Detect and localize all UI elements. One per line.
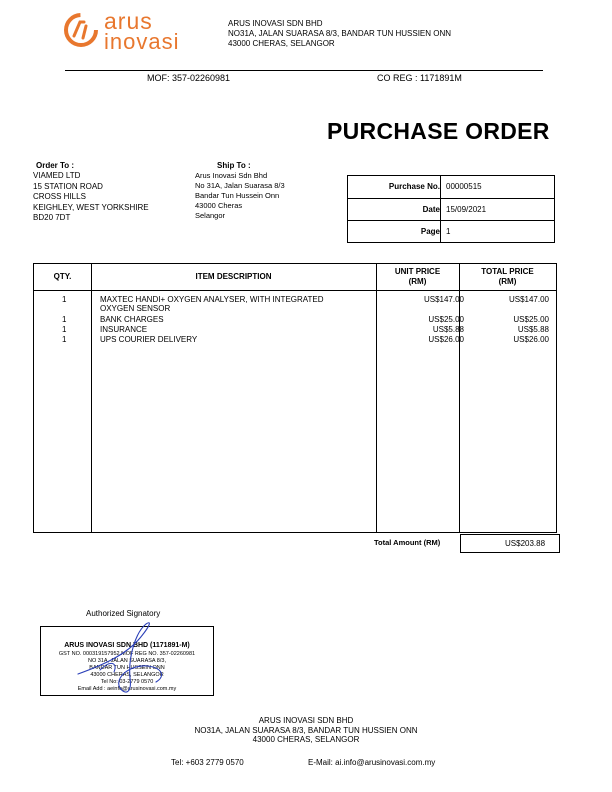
description-header: ITEM DESCRIPTION: [195, 272, 272, 281]
row-qty: 1: [62, 335, 67, 344]
footer-address: [0, 716, 612, 745]
stamp-title: ARUS INOVASI SDN BHD (1171891-M): [64, 642, 190, 649]
order-to-line: 15 STATION ROAD: [33, 181, 103, 191]
company-reg-number: CO REG : 1171891M: [377, 73, 462, 83]
logo-wordmark-top: arus: [104, 8, 153, 34]
po-date-label: Date: [422, 205, 440, 214]
order-to-line: VIAMED LTD: [33, 171, 81, 180]
row-unit-price: US$147.00: [423, 295, 464, 304]
ship-to-line: No 31A, Jalan Suarasa 8/3: [195, 181, 285, 190]
stamp-line: GST NO. 000319157952 MOF REG NO. 357-02260981: [58, 651, 196, 657]
logo-wordmark-bottom: inovasi: [104, 29, 180, 54]
po-page-value: 1: [446, 227, 451, 236]
order-to-address: [33, 171, 149, 224]
mof-number: MOF: 357-02260981: [147, 73, 231, 83]
row-qty: 1: [62, 325, 67, 334]
qty-header: QTY.: [53, 272, 72, 281]
row-description: UPS COURIER DELIVERY: [100, 335, 198, 344]
header-line: NO31A, JALAN SUARASA 8/3, BANDAR TUN HUSSIEN ONN: [228, 29, 452, 38]
ship-to-line: Arus Inovasi Sdn Bhd: [195, 171, 268, 180]
row-total-price: US$5.88: [517, 325, 549, 334]
row-qty: 1: [62, 315, 67, 324]
total-amount-value: US$203.88: [505, 539, 546, 548]
stamp-line: Tel No: 03-2779 0570: [100, 679, 154, 685]
total-amount-box: [460, 534, 560, 553]
stamp-line: Email Add : aeinfo@arusinovasi.com.my: [77, 686, 177, 692]
po-page-label: Page: [420, 227, 440, 236]
order-to-label: Order To :: [36, 161, 75, 170]
document-title: PURCHASE ORDER: [327, 118, 550, 144]
header-line: ARUS INOVASI SDN BHD: [228, 19, 323, 28]
po-page-row: [348, 220, 554, 243]
footer-line: 43000 CHERAS, SELANGOR: [252, 735, 360, 744]
footer-telephone: Tel: +603 2779 0570: [171, 758, 244, 767]
footer-line: NO31A, JALAN SUARASA 8/3, BANDAR TUN HUSSIEN ONN: [194, 725, 418, 735]
row-unit-price: US$26.00: [428, 335, 464, 344]
header-line: 43000 CHERAS, SELANGOR: [228, 39, 335, 48]
order-to-line: CROSS HILLS: [33, 192, 86, 201]
stamp-line: BANDAR TUN HUSSEIN ONN: [89, 665, 165, 671]
authorized-signatory-label: Authorized Signatory: [86, 609, 161, 618]
row-description-cont: OXYGEN SENSOR: [100, 304, 171, 313]
ship-to-line: Bandar Tun Hussein Onn: [195, 191, 280, 200]
ship-to-line: 43000 Cheras: [195, 201, 243, 210]
handwritten-signature: [70, 616, 180, 698]
ship-to-line: Selangor: [195, 211, 226, 220]
footer-line: ARUS INOVASI SDN BHD: [258, 716, 354, 725]
po-number-row: [348, 176, 554, 198]
row-qty: 1: [62, 295, 67, 304]
row-total-price: US$147.00: [508, 295, 549, 304]
row-unit-price: US$25.00: [428, 315, 464, 324]
column-divider: [459, 264, 460, 532]
company-header-address: [228, 19, 451, 49]
ship-to-label: Ship To :: [217, 161, 251, 170]
total-price-header: TOTAL PRICE (RM): [481, 267, 534, 286]
row-total-price: US$26.00: [513, 335, 549, 344]
column-divider: [376, 264, 377, 532]
order-to-line: BD20 7DT: [33, 213, 71, 222]
order-to-line: KEIGHLEY, WEST YORKSHIRE: [33, 202, 149, 212]
header-divider: [65, 70, 543, 71]
po-number-value: 00000515: [446, 182, 482, 191]
column-divider: [91, 264, 92, 532]
row-total-price: US$25.00: [513, 315, 549, 324]
po-date-value: 15/09/2021: [446, 205, 487, 214]
stamp-line: NO 31A, JALAN SUARASA 8/3,: [88, 658, 166, 664]
total-amount-label: Total Amount (RM): [374, 538, 441, 547]
row-unit-price: US$5.88: [432, 325, 464, 334]
po-number-label: Purchase No.: [388, 182, 440, 191]
row-description: INSURANCE: [100, 325, 148, 334]
company-logo-icon: [63, 12, 99, 48]
po-info-box: [347, 175, 555, 243]
items-table: [33, 263, 557, 533]
ship-to-address: [195, 171, 285, 221]
unit-price-header: UNIT PRICE (RM): [394, 267, 441, 286]
po-date-row: [348, 198, 554, 221]
row-description: MAXTEC HANDI+ OXYGEN ANALYSER, WITH INTEGRATED: [100, 295, 324, 304]
header-rule: [34, 290, 556, 291]
stamp-line: 43000 CHERAS, SELANGOR: [90, 672, 164, 678]
footer-email: E-Mail: ai.info@arusinovasi.com.my: [308, 758, 436, 767]
row-description: BANK CHARGES: [100, 315, 164, 324]
